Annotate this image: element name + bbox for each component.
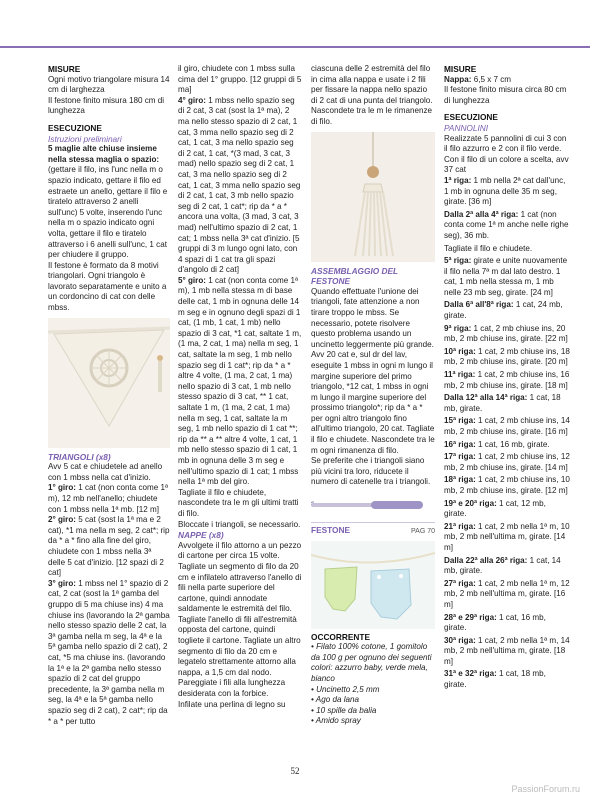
row-instruction: 11ª riga: 1 cat, 2 mb chiuse ins, 16 mb, 2 mb chiuse ins, girate. [18 m] bbox=[444, 370, 570, 390]
assemblaggio-title: ASSEMBLAGGIO DEL FESTONE bbox=[311, 265, 398, 287]
row-instruction: Dalla 12ª alla 14ª riga: 1 cat, 18 mb, girate. bbox=[444, 393, 561, 413]
giro-1-text: 1 cat (non conta come 1ª m), 12 mb nell'anello; chiudete con 1 mbss nella 1ª mb. [12 m] bbox=[48, 483, 169, 514]
giro-2 bbox=[48, 515, 170, 579]
giro-3-continued: il giro, chiudete con 1 mbss sulla cima del 1° gruppo. [12 gruppi di 5 ma] bbox=[178, 64, 302, 95]
occorrente-item: • Uncinetto 2,5 mm bbox=[311, 684, 380, 694]
giro-4-label: 4° giro: bbox=[178, 95, 206, 105]
row-instruction: 16ª riga: 1 cat, 16 mb, girate. bbox=[444, 439, 550, 449]
occorrente-title: OCCORRENTE bbox=[311, 631, 371, 642]
festone-size: Il festone finito misura circa 80 cm di lunghezza bbox=[444, 85, 567, 105]
row-instruction: 15ª riga: 1 cat, 2 mb chiuse ins, 14 mb, 2 mb chiuse ins, girate. [16 m] bbox=[444, 416, 570, 436]
giro-1 bbox=[48, 483, 170, 515]
nappe-title: NAPPE (x8) bbox=[178, 530, 224, 541]
row-instruction: 9ª riga: 1 cat, 2 mb chiuse ins, 20 mb, 2 mb chiuse ins, girate. [22 m] bbox=[444, 323, 568, 344]
giro-5-label: 5° giro: bbox=[178, 275, 206, 285]
istruzioni-paragraph bbox=[48, 144, 170, 261]
bloccate-text: Bloccate i triangoli, se necessario. bbox=[178, 519, 301, 529]
giro-2-label: 2° giro: bbox=[48, 515, 76, 525]
festone-intro: Il festone è formato da 8 motivi triangolari. Ogni triangolo è lavorato separatamente e unito a un cordoncino di cat con delle mbss. bbox=[48, 260, 167, 313]
assemblaggio-text-3: Se preferite che i triangoli siano più vicini tra loro, riducete il numero di catenelle tra i triangoli. bbox=[311, 456, 431, 487]
festone-page-ref: PAG 70 bbox=[411, 528, 435, 536]
row-instruction: Tagliate il filo e chiudete. bbox=[444, 243, 533, 253]
row-instruction: 19ª e 20ª riga: 1 cat, 12 mb, girate. bbox=[444, 498, 546, 519]
section-title-esecuzione: ESECUZIONE bbox=[48, 122, 102, 133]
row-instruction: 1ª riga: 1 mb nella 2ª cat dall'unc, 1 mb in ognuna delle 35 m seg, girate. [36 m] bbox=[444, 175, 566, 207]
row-instruction: 10ª riga: 1 cat, 2 mb chiuse ins, 18 mb, 2 mb chiuse ins, girate. [20 m] bbox=[444, 346, 570, 367]
giro-3-label: 3° giro: bbox=[48, 578, 76, 588]
row-instruction: 28ª e 29ª riga: 1 cat, 16 mb, girate. bbox=[444, 612, 546, 633]
column-4 bbox=[444, 64, 570, 693]
nappe-text: Avvolgete il filo attorno a un pezzo di cartone per circa 15 volte. Tagliate un segmento di filo da 20 cm e infilatelo attraverso l'anello di fili nella parte superiore del cartone, quindi annodate saldamente le estremità del filo. Tagliate l'anello di fili all'estremità opposta del cartone, quindi togliete il cartone. Tagliate un altro segmento di filo da 20 cm e legatelo strettamente attorno alla nappa, a 1,5 cm dal nodo. Pareggiate i fili alla lunghezza desiderata con la forbice. bbox=[178, 540, 302, 699]
occorrente-list bbox=[311, 642, 435, 727]
giro-1-label: 1° giro: bbox=[48, 483, 76, 493]
watermark: PassionForum.ru bbox=[511, 784, 580, 794]
pannolini-text-2: Con il filo di un colore a scelta, avv 37 cat bbox=[444, 154, 569, 175]
occorrente-item: • Filato 100% cotone, 1 gomitolo da 100 g per ognuno dei seguenti colori: azzurro baby, verde mela, bianco bbox=[311, 642, 432, 683]
festone-title: FESTONE bbox=[311, 525, 351, 536]
section-title-esecuzione-2: ESECUZIONE bbox=[444, 112, 498, 123]
row-instruction: Dalla 6ª all'8ª riga: 1 cat, 24 mb, girate. bbox=[444, 300, 563, 321]
nappa-size: Nappa: 6,5 x 7 cm bbox=[444, 74, 512, 84]
giro-2-text: 5 cat (sost la 1ª ma e 2 cat), *1 ma nella m seg, 2 cat*; rip da * a * fino alla fine del giro, chiudete con 1 mbss nella 3ª delle 5 cat d'inizio. [12 spazi di 2 cat] bbox=[48, 515, 170, 578]
assemblaggio-text-2: Avv 20 cat e, sul dr del lav, eseguite 1 mbss in ogni m lungo il margine superiore del primo triangolo, *12 cat, 1 mbss in ogni m lungo il margine superiore del prossimo triangolo*; rip da * a * per ogni altro triangolo fino all'ultimo triangolo, 20 cat. Tagliate il filo e chiudete. Nascondete tra le m ogni rimanenza di filo. bbox=[311, 350, 435, 455]
row-instruction: Dalla 22ª alla 26ª riga: 1 cat, 14 mb, girate. bbox=[444, 555, 561, 576]
row-instruction: 27ª riga: 1 cat, 2 mb nella 1ª m, 12 mb, 2 mb nell'ultima m, girate. [16 m] bbox=[444, 578, 570, 609]
giro-3 bbox=[48, 579, 170, 727]
occorrente-item: • Ago da lana bbox=[311, 695, 360, 705]
triangoli-title: TRIANGOLI (x8) bbox=[48, 451, 111, 462]
misure-text-2: Il festone finito misura 180 cm di lunghezza bbox=[48, 95, 165, 116]
subsection-istruzioni: Istruzioni preliminari bbox=[48, 133, 122, 144]
column-2 bbox=[178, 64, 302, 710]
occorrente-item: • Amido spray bbox=[311, 716, 361, 726]
column-1 bbox=[48, 64, 170, 727]
row-instruction: 17ª riga: 1 cat, 2 mb chiuse ins, 12 mb, 2 mb chiuse ins, girate. [14 m] bbox=[444, 452, 570, 472]
pannolini-title: PANNOLINI bbox=[444, 122, 489, 133]
occorrente-item: • 10 spille da balia bbox=[311, 705, 377, 715]
assemblaggio-text: Quando effettuate l'unione dei triangoli, fate attenzione a non tirare troppo le mbss. Se necessario, potete risolvere questo problema usando un uncinetto leggermente più grande. bbox=[311, 286, 434, 349]
giro-4-text: 1 mbss nello spazio seg di 2 cat, 3 cat (sost la 1ª ma), 2 ma nello stesso spazio di 2 cat, 1 cat, 3 mma nello spazio seg di 2 cat, 1 cat, 3 ma nello spazio seg di 2 cat, 1 cat, *(3 mad, 3 cat, 3 mad) nello spazio seg di 2 cat, 1 cat, 3 ma nello spazio seg di 2 cat, 1 cat, 3 mma nello spazio seg di 2 cat, 1 cat, 3 mb nello spazio seg di 2 cat, 1 cat*; rip da * a * ancora una volta, (3 mad, 3 cat, 3 mad) nell'ultimo spazio di 2 cat, 1 cat; 1 mbss nella 3ª cat d'inizio. [5 gruppi di 3 m lungo ogni lato, con 4 spazi di 1 cat tra gli spazi d'angolo di 2 cat] bbox=[178, 95, 301, 275]
crochet-hook-image bbox=[311, 494, 435, 516]
giro-4 bbox=[178, 96, 302, 276]
tagliate-text: Tagliate il filo e chiudete, nascondete tra le m gli ultimi tratti di filo. bbox=[178, 487, 299, 518]
rows-list bbox=[444, 176, 570, 691]
triangoli-text: Avv 5 cat e chiudetele ad anello con 1 mbss nella cat d'inizio. bbox=[48, 462, 163, 482]
istruzioni-bold: 5 maglie alte chiuse insieme nella stessa maglia o spazio: bbox=[48, 144, 160, 164]
nappe-continued: ciascuna delle 2 estremità del filo in cima alla nappa e usate i 2 fili per fissare la nappa nello spazio di 2 cat di una punta del triangolo. Nascondete tra le m le rimanenze di filo. bbox=[311, 64, 433, 126]
row-instruction: 5ª riga: girate e unite nuovamente il filo nella 7ª m dal lato destro. 1 cat, 1 mb nella stessa m, 1 mb nelle 23 mb seg, girate. [24 m] bbox=[444, 256, 568, 297]
inflate-text: Infilate una perlina di legno su bbox=[178, 699, 286, 709]
column-3 bbox=[311, 64, 435, 727]
row-instruction: 30ª riga: 1 cat, 2 mb nella 1ª m, 14 mb, 2 mb nell'ultima m, girate. [18 m] bbox=[444, 635, 570, 666]
istruzioni-text: (gettare il filo, ins l'unc nella m o spazio indicato, gettare il filo ed estraete un anello, gettare il filo e tiratelo attraverso 2 anelli sull'unc) 5 volte, inserendo l'unc nella m o spazio indicato ogni volta, gettare il filo e tiratelo attraverso i 6 anelli sull'unc, 1 cat per chiudere il gruppo. bbox=[48, 165, 168, 260]
giro-5-text: 1 cat (non conta come 1ª m), 1 mb nella stessa m di base delle cat, 1 mb in ognuna delle 14 m seg e in ognuno degli spazi di 1 cat, (1 mb, 1 cat, 1 mb) nello spazio di 3 cat, *1 cat, saltate 1 m, (1 ma, 2 cat, 1 ma) nella m seg, 1 cat, saltate la m seg, 1 mb nello spazio seg di 1 cat*; rip da * a * altre 4 volte, (1 ma, 2 cat, 1 ma) nello spazio di 3 cat, 1 mb nello stesso spazio di 3 cat, ** 1 cat, saltate 1 m, (1 ma, 2 cat, 1 ma) nella m seg, 1 cat, saltate la m seg, 1 mb nello spazio di 1 cat **; rip da ** a ** altre 4 volte, 1 cat, 1 mb nello stesso spazio di 1 cat, 1 mb in ognuna delle 3 m seg e nell'ultimo spazio di 1 cat; 1 mbss nella 1ª mb del giro. bbox=[178, 275, 302, 487]
section-title-misure-2: MISURE bbox=[444, 64, 477, 74]
diaper-garland-photo bbox=[311, 541, 435, 629]
festone-heading bbox=[311, 522, 435, 538]
page-header-band bbox=[0, 0, 590, 46]
row-instruction: 18ª riga: 1 cat, 2 mb chiuse ins, 10 mb, 2 mb chiuse ins, girate. [12 m] bbox=[444, 475, 570, 495]
giro-5 bbox=[178, 276, 302, 488]
page-number: 52 bbox=[290, 766, 300, 776]
header-divider bbox=[0, 46, 590, 48]
section-title-misure: MISURE bbox=[48, 64, 81, 74]
misure-text: Ogni motivo triangolare misura 14 cm di larghezza bbox=[48, 74, 170, 95]
giro-3-text: 1 mbss nel 1° spazio di 2 cat, 2 cat (sost la 1ª gamba del gruppo di 5 ma chiuse ins) 4 ma chiuse ins (lavorando la 2ª gamba nello stesso spazio delle 2 cat, la 3ª gamba nella m seg, la 4ª e la 5ª gamba nello spazio di 2 cat), 2 cat, *5 ma chiuse ins. (lavorando la 1ª e la 2ª gamba nello stesso spazio di 2 cat del gruppo precedente, la 3ª gamba nella m seg, la 4ª e la 5ª gamba nello spazio seg di 2 cat), 2 cat*; rip da * a * per tutto bbox=[48, 578, 170, 726]
row-instruction: 21ª riga: 1 cat, 2 mb nella 1ª m, 10 mb, 2 mb nell'ultima m, girate. [14 m] bbox=[444, 521, 570, 552]
row-instruction: Dalla 2ª alla 4ª riga: 1 cat (non conta come 1ª m anche nelle righe seg), 36 mb. bbox=[444, 209, 569, 240]
triangle-motif-photo bbox=[48, 318, 170, 448]
pannolini-text: Realizzate 5 pannolini di cui 3 con il filo azzurro e 2 con il filo verde. bbox=[444, 133, 567, 154]
row-instruction: 31ª e 32ª riga: 1 cat, 18 mb, girate. bbox=[444, 669, 546, 690]
tassel-photo bbox=[311, 132, 435, 262]
